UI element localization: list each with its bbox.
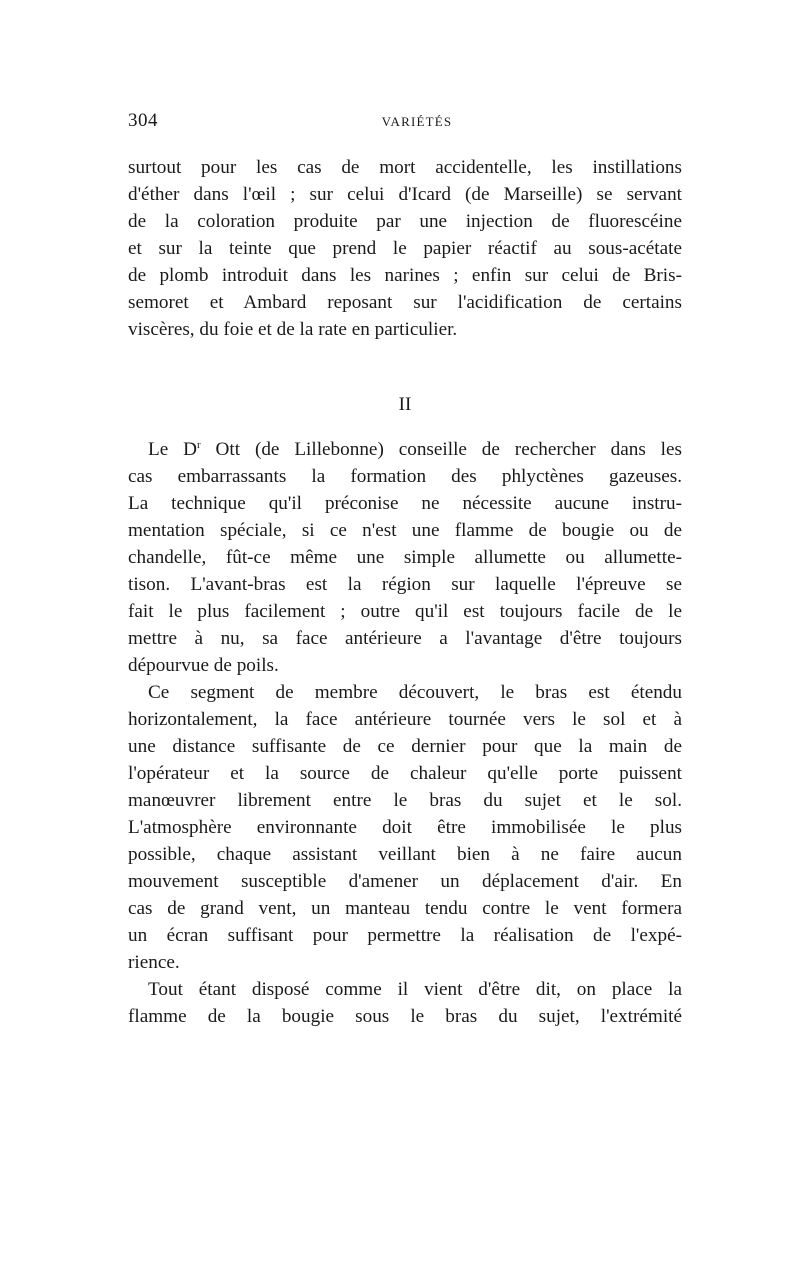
text-line: mettre à nu, sa face antérieure a l'avantage d'être toujours: [128, 628, 682, 649]
text-line: dépourvue de poils.: [128, 655, 279, 676]
text-line: de plomb introduit dans les narines ; enfin sur celui de Bris-: [128, 265, 682, 286]
page-number: 304: [128, 110, 158, 131]
text-line: cas de grand vent, un manteau tendu contre le vent formera: [128, 898, 682, 919]
text-line: tison. L'avant-bras est la région sur laquelle l'épreuve se: [128, 574, 682, 595]
text-line: viscères, du foie et de la rate en particulier.: [128, 319, 458, 340]
text-line: La technique qu'il préconise ne nécessite aucune instru-: [128, 493, 682, 514]
text-line: horizontalement, la face antérieure tournée vers le sol et à: [128, 709, 682, 730]
text-fragment: Ott (de Lillebonne) conseille de rechercher dans les: [200, 439, 682, 460]
text-line: une distance suffisante de ce dernier pour que la main de: [128, 736, 682, 757]
paragraph-continued: [128, 154, 682, 343]
text-line: flamme de la bougie sous le bras du sujet, l'extrémité: [128, 1006, 682, 1027]
superscript: r: [196, 439, 201, 451]
text-line: semoret et Ambard reposant sur l'acidification de certains: [128, 292, 682, 313]
text-line: [128, 436, 682, 463]
text-line: d'éther dans l'œil ; sur celui d'Icard (de Marseille) se servant: [128, 184, 682, 205]
running-head: [128, 110, 682, 136]
text-line: possible, chaque assistant veillant bien à ne faire aucun: [128, 844, 682, 865]
text-line: manœuvrer librement entre le bras du sujet et le sol.: [128, 790, 682, 811]
text-line: L'atmosphère environnante doit être immobilisée le plus: [128, 817, 682, 838]
text-line: mouvement susceptible d'amener un déplacement d'air. En: [128, 871, 682, 892]
text-line: mentation spéciale, si ce n'est une flamme de bougie ou de: [128, 520, 682, 541]
running-title: VARIÉTÉS: [381, 114, 453, 129]
section-number: II: [398, 394, 412, 415]
text-line: de la coloration produite par une injection de fluorescéine: [128, 211, 682, 232]
text-line: rience.: [128, 952, 180, 973]
text-line: Tout étant disposé comme il vient d'être dit, on place la: [148, 979, 682, 1000]
text-line: l'opérateur et la source de chaleur qu'elle porte puissent: [128, 763, 682, 784]
text-line: chandelle, fût-ce même une simple allumette ou allumette-: [128, 547, 682, 568]
text-line: surtout pour les cas de mort accidentelle, les instillations: [128, 157, 682, 178]
text-line: fait le plus facilement ; outre qu'il est toujours facile de le: [128, 601, 682, 622]
text-line: et sur la teinte que prend le papier réactif au sous-acétate: [128, 238, 682, 259]
text-line: un écran suffisant pour permettre la réalisation de l'expé-: [128, 925, 682, 946]
body-text: [128, 436, 682, 1030]
text-line: cas embarrassants la formation des phlyctènes gazeuses.: [128, 466, 682, 487]
text-line: Ce segment de membre découvert, le bras est étendu: [148, 682, 682, 703]
text-fragment: Le D: [148, 439, 197, 460]
